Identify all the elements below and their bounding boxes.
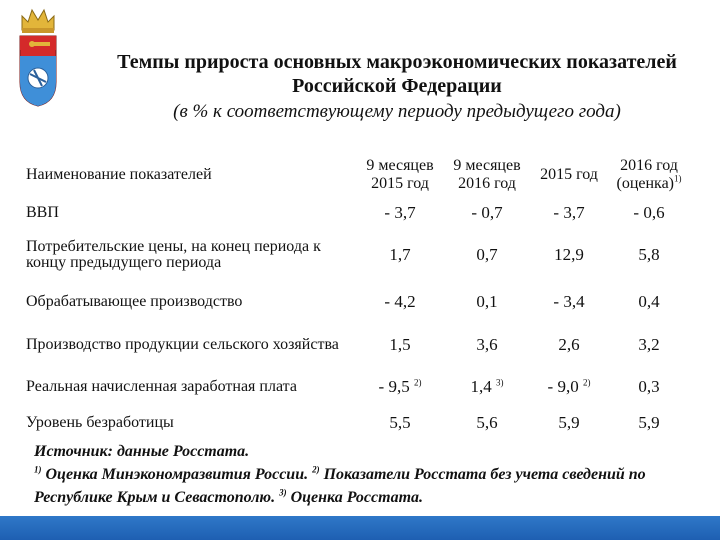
column-header-line1: 9 месяцев: [366, 157, 434, 174]
title-block: [74, 50, 720, 124]
footnote-mark: 2): [413, 377, 422, 388]
cell-value: [608, 406, 690, 440]
column-header-name: Наименование показателей: [26, 166, 212, 183]
footnote-text: Оценка Минэкономразвития России.: [41, 466, 313, 483]
footnote-block: [34, 466, 646, 506]
footnote-mark: 2): [582, 377, 591, 388]
cell-value: [356, 322, 444, 368]
cell-number: 3,2: [638, 335, 660, 354]
footnote-mark: 1): [674, 173, 682, 184]
footnote-text: Показатели Росстата без учета сведений по Республике Крым и Севастополю.: [34, 466, 646, 506]
footnote-mark: 3): [279, 487, 287, 498]
cell-value: [356, 282, 444, 322]
cell-number: 0,7: [476, 245, 498, 264]
indicators-table: [26, 152, 690, 440]
table-row: [26, 322, 690, 368]
cell-value: [356, 368, 444, 406]
column-header: [444, 152, 530, 198]
cell-number: - 3,4: [553, 292, 585, 311]
footnote-mark: 3): [496, 377, 504, 388]
column-header: [530, 152, 608, 198]
cell-value: [608, 228, 690, 282]
bottom-bar: [0, 516, 720, 540]
source-note: [34, 440, 674, 509]
row-name: ВВП: [26, 204, 59, 221]
cell-value: [530, 406, 608, 440]
cell-value: [444, 198, 530, 228]
cell-value: [530, 368, 608, 406]
cell-value: [530, 322, 608, 368]
cell-value: [356, 406, 444, 440]
table-row: [26, 282, 690, 322]
row-name: Обрабатывающее производство: [26, 293, 243, 310]
row-name: Потребительские цены, на конец периода к концу предыдущего периода: [26, 238, 321, 271]
cell-number: - 9,5: [378, 377, 410, 396]
column-header-line1: 2015 год: [540, 166, 598, 183]
cell-number: - 4,2: [384, 292, 416, 311]
cell-value: [530, 282, 608, 322]
cell-number: 0,4: [638, 292, 660, 311]
subtitle: (в % к соответствующему периоду предыдущего года): [173, 101, 621, 122]
cell-value: [444, 406, 530, 440]
cell-number: 1,4: [470, 377, 492, 396]
cell-number: 1,5: [389, 335, 411, 354]
cell-number: 0,3: [638, 377, 660, 396]
footnote-mark: 2): [312, 464, 320, 475]
cell-number: 5,9: [558, 413, 580, 432]
cell-value: [608, 368, 690, 406]
cell-number: 5,9: [638, 413, 660, 432]
cell-number: 0,1: [476, 292, 498, 311]
source-line: Источник: данные Росстата.: [34, 443, 250, 460]
column-header-line2: 2015 год: [371, 175, 429, 192]
column-header-line1: 9 месяцев: [453, 157, 521, 174]
cell-value: [356, 228, 444, 282]
table-header-row: [26, 152, 690, 198]
cell-value: [444, 228, 530, 282]
row-name: Производство продукции сельского хозяйства: [26, 336, 339, 353]
cell-number: - 0,7: [471, 203, 503, 222]
cell-value: [530, 198, 608, 228]
table-row: [26, 406, 690, 440]
cell-value: [444, 282, 530, 322]
column-header-line1: 2016 год: [620, 157, 678, 174]
column-header-line2: 2016 год: [458, 175, 516, 192]
column-header: [608, 152, 690, 198]
cell-value: [444, 368, 530, 406]
cell-number: 3,6: [476, 335, 498, 354]
footnote-mark: 1): [34, 464, 42, 475]
cell-value: [444, 322, 530, 368]
cell-number: - 3,7: [553, 203, 585, 222]
cell-number: - 9,0: [547, 377, 579, 396]
cell-number: 5,5: [389, 413, 411, 432]
footnote-text: Оценка Росстата.: [286, 489, 424, 506]
coat-of-arms-icon: [16, 4, 60, 108]
cell-number: 5,6: [476, 413, 498, 432]
table-row: [26, 228, 690, 282]
cell-value: [530, 228, 608, 282]
table-row: [26, 368, 690, 406]
cell-number: 5,8: [638, 245, 660, 264]
cell-value: [356, 198, 444, 228]
title-line-2: Российской Федерации: [292, 75, 502, 97]
cell-number: 2,6: [558, 335, 580, 354]
cell-number: 12,9: [554, 245, 584, 264]
cell-number: - 3,7: [384, 203, 416, 222]
cell-value: [608, 322, 690, 368]
cell-number: - 0,6: [633, 203, 665, 222]
column-header: [356, 152, 444, 198]
row-name: Уровень безработицы: [26, 414, 174, 431]
table-row: [26, 198, 690, 228]
cell-value: [608, 282, 690, 322]
cell-number: 1,7: [389, 245, 411, 264]
row-name: Реальная начисленная заработная плата: [26, 378, 297, 395]
column-header-line2: (оценка): [616, 175, 674, 192]
cell-value: [608, 198, 690, 228]
title-line-1: Темпы прироста основных макроэкономических показателей: [117, 51, 677, 73]
